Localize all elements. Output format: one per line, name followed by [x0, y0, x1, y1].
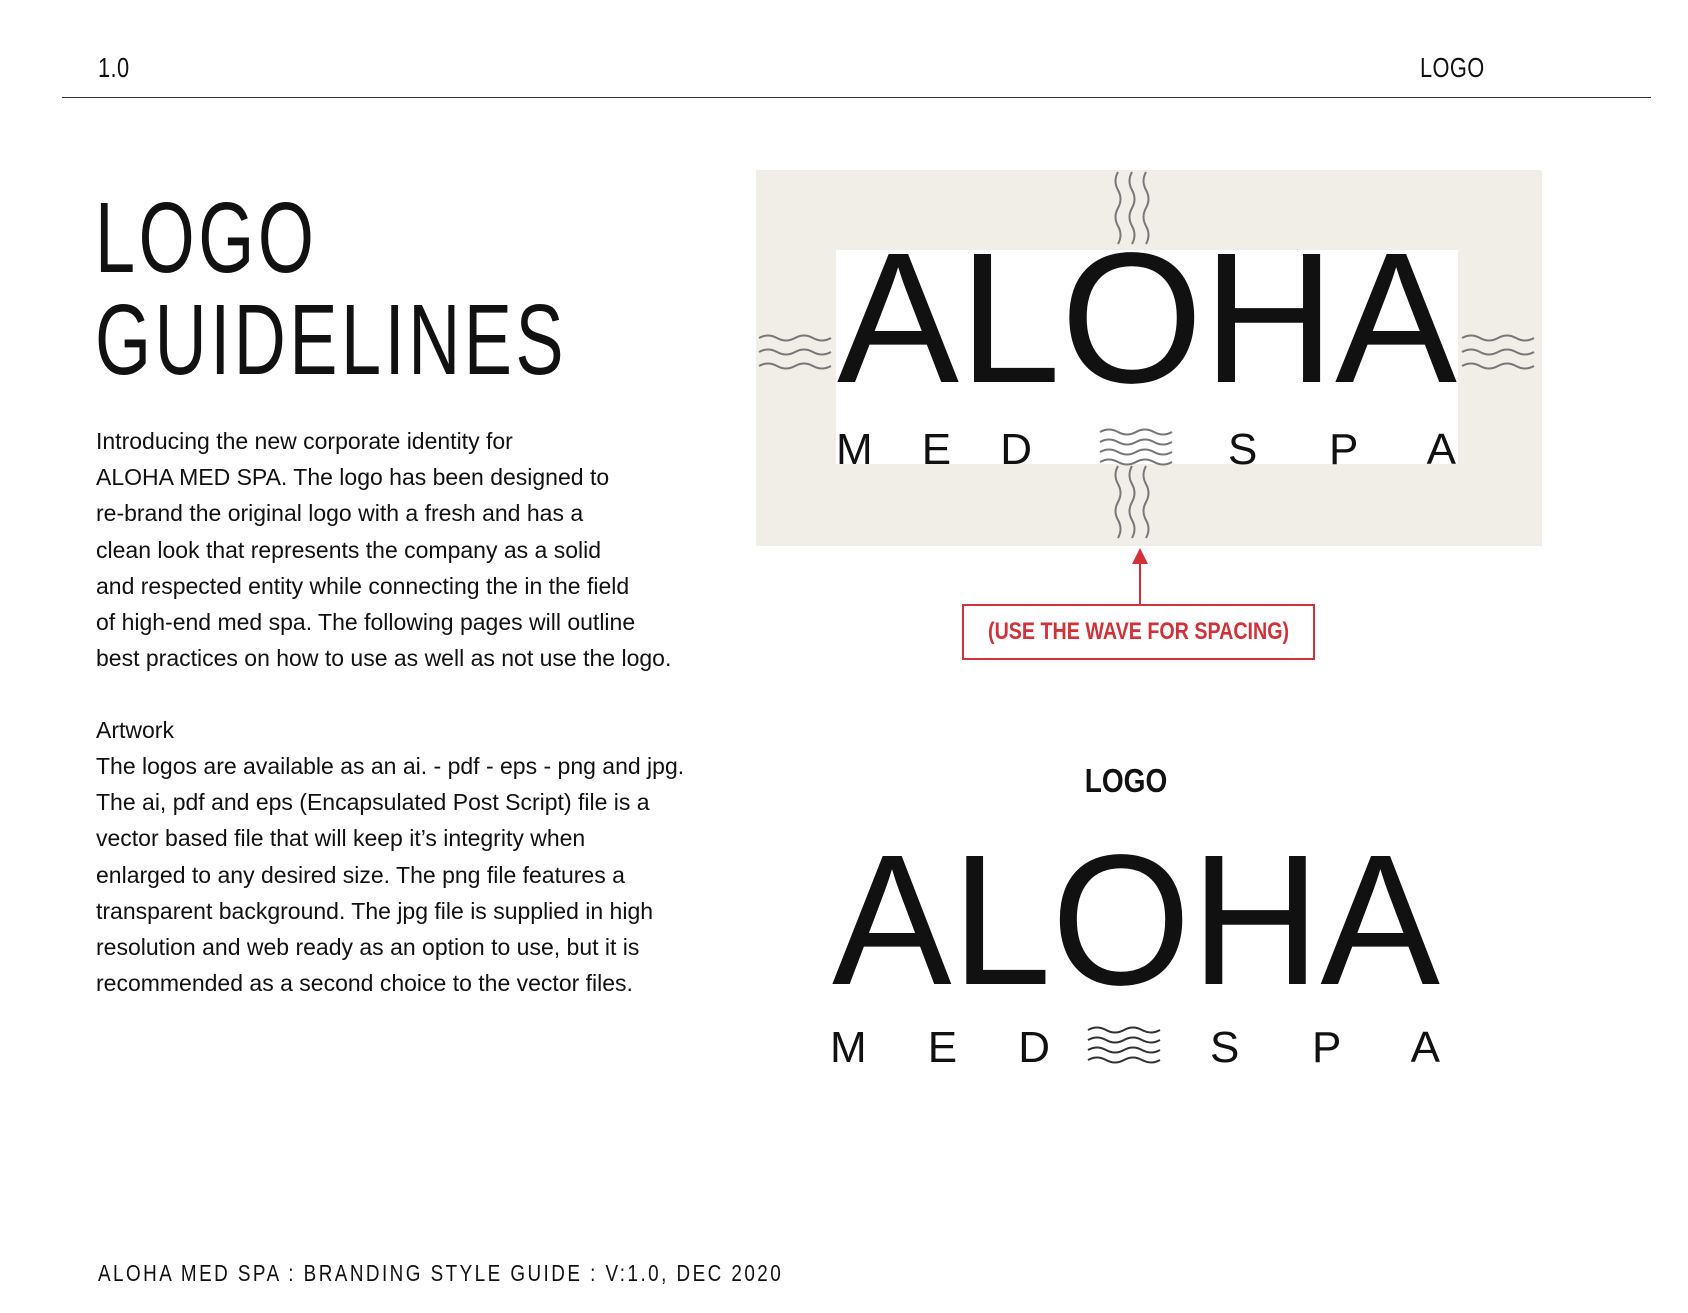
callout-arrow-icon	[1126, 546, 1154, 606]
logo-caption: LOGO	[1084, 762, 1168, 799]
section-number: 1.0	[98, 52, 130, 83]
artwork-paragraph: The logos are available as an ai. - pdf - eps - png and jpg. The ai, pdf and eps (Encapsulated Post Script) file is a vector based file that will keep it’s integrity when enlarged to any desired size. The png file features a transparent background. The jpg file is supplied in high resolution and web ready as an option to use, but it is recommended as a second choice to the vector files.	[96, 753, 685, 997]
logo-sample-wave-icon	[1088, 1028, 1160, 1063]
page-title-line-1: LOGO	[95, 182, 318, 294]
logo-sample-subline-med: MED	[830, 1023, 1050, 1072]
logo-sample	[826, 840, 1446, 1072]
logo-sample-subline-spa: SPA	[1210, 1023, 1440, 1072]
page-title-line-2: GUIDELINES	[95, 284, 568, 396]
logo-subline-spa: SPA	[1228, 425, 1456, 474]
intro-paragraph: Introducing the new corporate identity for ALOHA MED SPA. The logo has been designed to re-brand the original logo with a fresh and has a clean look that represents the company as a solid and respected entity while connecting the in the field of high-end med spa. The following pages will outline best practices on how to use as well as not use the logo.	[96, 428, 672, 672]
clearspace-diagram	[756, 170, 1542, 546]
logo-subline-med: MED	[836, 425, 1032, 474]
header-divider	[62, 97, 1651, 98]
artwork-heading: Artwork	[96, 717, 174, 743]
spacing-callout-text: (USE THE WAVE FOR SPACING)	[987, 618, 1290, 645]
section-label: LOGO	[1420, 52, 1485, 83]
logo-wordmark: ALOHA	[837, 215, 1457, 422]
logo-sample-wordmark: ALOHA	[832, 840, 1440, 1024]
footer-text: ALOHA MED SPA : BRANDING STYLE GUIDE : V:1.0, DEC 2020	[98, 1260, 784, 1286]
spacing-callout	[962, 604, 1315, 660]
